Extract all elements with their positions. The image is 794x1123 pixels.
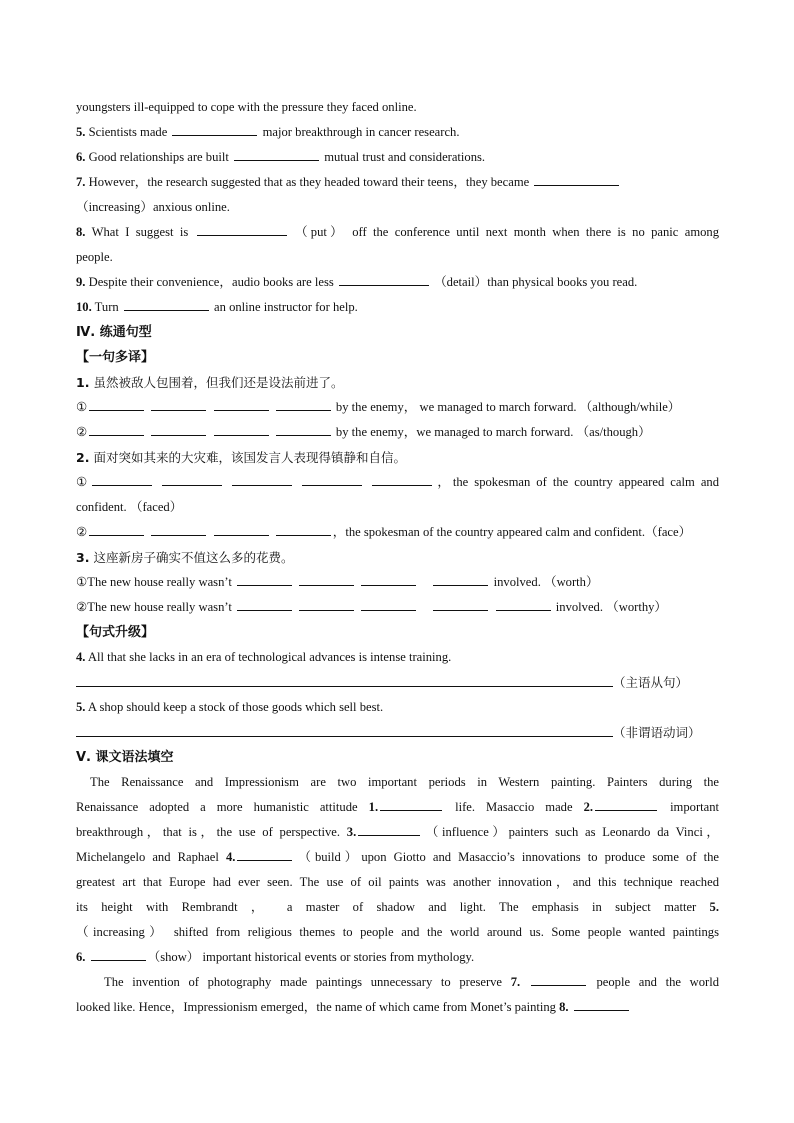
translation-prompt-1: 1. 虽然被敌人包围着，但我们还是设法前进了。 [76, 375, 344, 390]
question-7: 7. However，the research suggested that as they headed toward their teens，they became [76, 170, 719, 195]
passage-line: Michelangelo and Raphael 4. （build）upon Giotto and Masaccio’s innovations to produce some of the [76, 850, 719, 864]
translation-2b: ② ，the spokesman of the country appeared calm and confident.（face） [76, 525, 692, 539]
answer-blank[interactable] [595, 798, 657, 811]
answer-line[interactable] [76, 672, 613, 687]
upgrade-4: 4. All that she lacks in an era of technological advances is intense training. [76, 650, 452, 664]
text-line: youngsters ill-equipped to cope with the pressure they faced online. [76, 100, 417, 114]
answer-blank[interactable] [496, 598, 551, 611]
answer-blank[interactable] [162, 473, 222, 486]
translation-1a: ① by the enemy， we managed to march forward. （although/while） [76, 400, 681, 414]
answer-blank[interactable] [361, 573, 416, 586]
answer-blank[interactable] [237, 598, 292, 611]
answer-blank[interactable] [89, 398, 144, 411]
answer-blank[interactable] [89, 523, 144, 536]
answer-blank[interactable] [237, 573, 292, 586]
answer-blank[interactable] [574, 998, 629, 1011]
answer-blank[interactable] [433, 598, 488, 611]
answer-blank[interactable] [299, 598, 354, 611]
answer-blank[interactable] [276, 523, 331, 536]
question-5: 5. Scientists made major breakthrough in cancer research. [76, 125, 460, 139]
answer-blank[interactable] [339, 273, 429, 286]
passage-line: 6. （show） important historical events or stories from mythology. [76, 950, 475, 964]
answer-blank[interactable] [91, 948, 146, 961]
answer-blank[interactable] [534, 173, 619, 186]
answer-blank[interactable] [214, 523, 269, 536]
passage-line: breakthrough，that is，the use of perspective. 3. （influence）painters such as Leonardo da Vinci， [76, 825, 719, 839]
translation-3a: ①The new house really wasn’t involved. （worth） [76, 575, 599, 589]
answer-blank[interactable] [358, 823, 420, 836]
answer-blank[interactable] [380, 798, 442, 811]
answer-blank[interactable] [124, 298, 209, 311]
answer-blank[interactable] [151, 398, 206, 411]
translation-2a: ① ，the spokesman of the country appeared calm and [76, 475, 719, 489]
question-6: 6. Good relationships are built mutual trust and considerations. [76, 150, 486, 164]
subsection-heading: 【一句多译】 [76, 350, 155, 365]
answer-blank[interactable] [276, 423, 331, 436]
answer-blank[interactable] [531, 973, 586, 986]
upgrade-4-answer: （主语从句） [76, 670, 719, 695]
translation-1b: ② by the enemy，we managed to march forward. （as/though） [76, 425, 651, 439]
subsection-heading: 【句式升级】 [76, 625, 155, 640]
question-7-cont: （increasing）anxious online. [76, 200, 230, 214]
passage-line: The Renaissance and Impressionism are two important periods in Western painting. Painters during the [90, 775, 719, 789]
translation-2a-cont: confident. （faced） [76, 500, 183, 514]
section-heading-4: Ⅳ. 练通句型 [76, 325, 152, 340]
section-heading-5: Ⅴ. 课文语法填空 [76, 750, 174, 765]
answer-blank[interactable] [232, 473, 292, 486]
question-8: 8. What I suggest is （put） off the conference until next month when there is no panic among [76, 225, 719, 239]
answer-blank[interactable] [276, 398, 331, 411]
answer-blank[interactable] [172, 123, 257, 136]
question-8-cont: people. [76, 250, 113, 264]
passage-line: （increasing） shifted from religious themes to people and the world around us. Some people wanted paintings [76, 925, 719, 939]
answer-blank[interactable] [197, 223, 287, 236]
worksheet-page [76, 95, 719, 1020]
answer-blank[interactable] [299, 573, 354, 586]
answer-blank[interactable] [361, 598, 416, 611]
answer-blank[interactable] [237, 848, 292, 861]
passage-line: looked like. Hence，Impressionism emerged，the name of which came from Monet’s painting 8. [76, 995, 719, 1020]
answer-blank[interactable] [372, 473, 432, 486]
question-9: 9. Despite their convenience，audio books are less （detail）than physical books you read. [76, 275, 638, 289]
answer-blank[interactable] [214, 398, 269, 411]
translation-prompt-3: 3. 这座新房子确实不值这么多的花费。 [76, 550, 294, 565]
answer-blank[interactable] [151, 523, 206, 536]
answer-blank[interactable] [234, 148, 319, 161]
question-10: 10. Turn an online instructor for help. [76, 300, 358, 314]
translation-prompt-2: 2. 面对突如其来的大灾难，该国发言人表现得镇静和自信。 [76, 450, 406, 465]
passage-line: its height with Rembrandt ， a master of shadow and light. The emphasis in subject matter 5. [76, 900, 719, 914]
answer-line[interactable] [76, 722, 613, 737]
answer-blank[interactable] [151, 423, 206, 436]
passage-line: greatest art that Europe had ever seen. The use of oil paints was another innovation，and this technique reached [76, 875, 719, 889]
passage-line: Renaissance adopted a more humanistic attitude 1. life. Masaccio made 2. important [76, 800, 719, 814]
answer-blank[interactable] [214, 423, 269, 436]
translation-3b: ②The new house really wasn’t involved. （worthy） [76, 600, 668, 614]
upgrade-5-answer: （非谓语动词） [76, 720, 719, 745]
answer-blank[interactable] [302, 473, 362, 486]
answer-blank[interactable] [92, 473, 152, 486]
answer-blank[interactable] [433, 573, 488, 586]
upgrade-5: 5. A shop should keep a stock of those goods which sell best. [76, 700, 384, 714]
answer-blank[interactable] [89, 423, 144, 436]
passage-line: The invention of photography made paintings unnecessary to preserve 7. people and the world [104, 975, 719, 989]
